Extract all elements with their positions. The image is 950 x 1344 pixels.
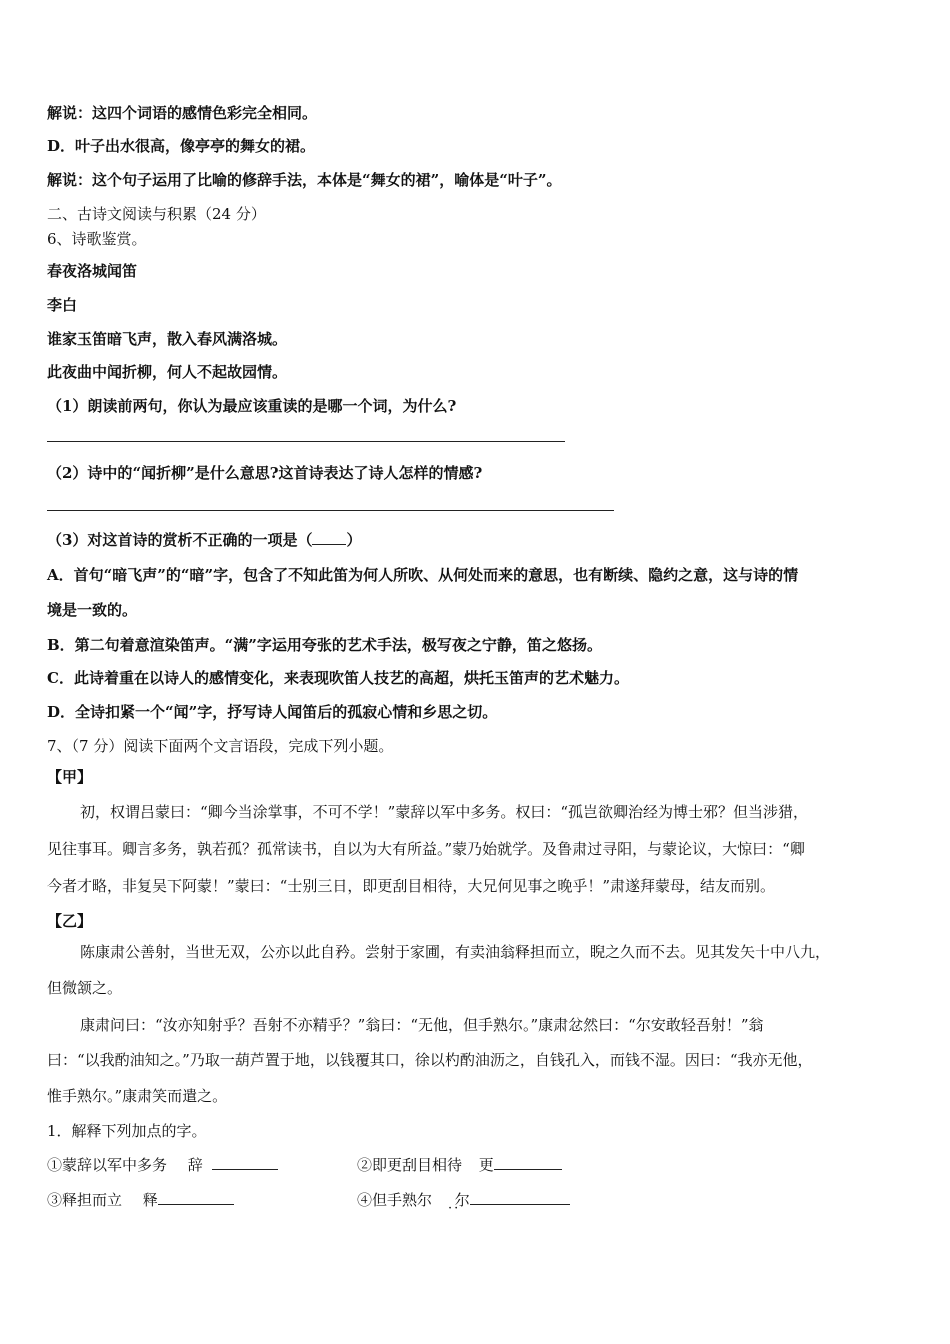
item-1-word: 辞 xyxy=(187,1156,203,1174)
passage-b-line: 陈康肃公善射，当世无双，公亦以此自矜。尝射于家圃，有卖油翁释担而立，睨之久而不去。见其发矢十中八九， xyxy=(80,943,831,961)
sub-question-1: （1）朗读前两句，你认为最应该重读的是哪一个词，为什么? xyxy=(47,397,457,415)
item-2 xyxy=(357,1155,562,1174)
text-line: 解说：这四个词语的感情色彩完全相同。 xyxy=(47,104,318,122)
item-1-blank[interactable] xyxy=(212,1155,278,1170)
poem-author: 李白 xyxy=(47,296,78,314)
sub-question-title: 1．解释下列加点的字。 xyxy=(47,1122,207,1140)
item-1 xyxy=(47,1155,278,1174)
item-3 xyxy=(47,1190,234,1209)
item-2-text: ②即更刮目相待 xyxy=(357,1156,463,1174)
passage-a-line: 今者才略，非复吴下阿蒙！”蒙曰：“士别三日，即更刮目相待，大兄何见事之晚乎！”肃遂拜蒙母，结友而别。 xyxy=(47,877,776,895)
item-3-text: ③释担而立 xyxy=(47,1191,123,1209)
item-4 xyxy=(357,1190,570,1209)
poem-line-1: 谁家玉笛暗飞声，散入春风满洛城。 xyxy=(47,330,288,348)
answer-line-1[interactable] xyxy=(47,441,565,442)
sub-question-2: （2）诗中的“闻折柳”是什么意思?这首诗表达了诗人怎样的情感? xyxy=(47,464,483,482)
sub-question-3-close: ） xyxy=(346,531,362,549)
sub-question-3 xyxy=(47,531,361,549)
passage-b-line: 曰：“以我酌油知之。”乃取一葫芦置于地，以钱覆其口，徐以杓酌油沥之，自钱孔入，而钱不湿。因曰：“我亦无他， xyxy=(47,1051,813,1069)
passage-b-label: 【乙】 xyxy=(47,912,93,930)
passage-b-line: 但微颔之。 xyxy=(47,979,123,997)
passage-a-label: 【甲】 xyxy=(47,768,93,786)
text-line: 解说：这个句子运用了比喻的修辞手法，本体是“舞女的裙”，喻体是“叶子”。 xyxy=(47,171,562,189)
option-a-continued: 境是一致的。 xyxy=(47,601,138,619)
item-4-blank[interactable] xyxy=(470,1190,570,1205)
item-3-word: 释 xyxy=(142,1191,158,1209)
choice-blank[interactable] xyxy=(312,532,346,545)
option-d-line: D．全诗扣紧一个“闻”字，抒写诗人闻笛后的孤寂心情和乡思之切。 xyxy=(47,703,498,721)
option-d-line: D．叶子出水很高，像亭亭的舞女的裙。 xyxy=(47,137,316,155)
emphasis-dots: ·· xyxy=(448,1201,461,1216)
poem-title: 春夜洛城闻笛 xyxy=(47,262,138,280)
option-c-line: C．此诗着重在以诗人的感情变化，来表现吹笛人技艺的高超，烘托玉笛声的艺术魅力。 xyxy=(47,669,629,687)
passage-b-line: 康肃问曰：“汝亦知射乎？吾射不亦精乎？”翁曰：“无他，但手熟尔。”康肃忿然曰：“尔安敢轻吾射！”翁 xyxy=(80,1016,764,1034)
option-a-line: A．首句“暗飞声”的“暗”字，包含了不知此笛为何人所吹、从何处而来的意思，也有断续、隐约之意，这与诗的情 xyxy=(47,566,799,584)
section-heading: 二、古诗文阅读与积累（24 分） xyxy=(47,205,266,223)
passage-b-line: 惟手熟尔。”康肃笑而遣之。 xyxy=(47,1087,228,1105)
question-6-title: 6、诗歌鉴赏。 xyxy=(47,230,147,248)
option-b-line: B．第二句着意渲染笛声。“满”字运用夸张的艺术手法，极写夜之宁静，笛之悠扬。 xyxy=(47,636,602,654)
answer-line-2[interactable] xyxy=(47,510,614,511)
poem-line-2: 此夜曲中闻折柳，何人不起故园情。 xyxy=(47,363,288,381)
question-7-title: 7、（7 分）阅读下面两个文言语段，完成下列小题。 xyxy=(47,737,394,755)
item-2-word: 更 xyxy=(478,1156,494,1174)
item-4-word: 尔 xyxy=(454,1191,470,1209)
passage-a-line: 初，权谓吕蒙曰：“卿今当涂掌事，不可不学！”蒙辞以军中多务。权曰：“孤岂欲卿治经为博士邪？但当涉猎， xyxy=(80,803,809,821)
passage-a-line: 见往事耳。卿言多务，孰若孤？孤常读书，自以为大有所益。”蒙乃始就学。及鲁肃过寻阳，与蒙论议，大惊曰：“卿 xyxy=(47,840,805,858)
item-1-text: ①蒙辞以军中多务 xyxy=(47,1156,168,1174)
item-4-text: ④但手熟尔 xyxy=(357,1191,433,1209)
item-2-blank[interactable] xyxy=(494,1155,562,1170)
sub-question-3-text: （3）对这首诗的赏析不正确的一项是（ xyxy=(47,531,313,549)
item-3-blank[interactable] xyxy=(158,1190,234,1205)
